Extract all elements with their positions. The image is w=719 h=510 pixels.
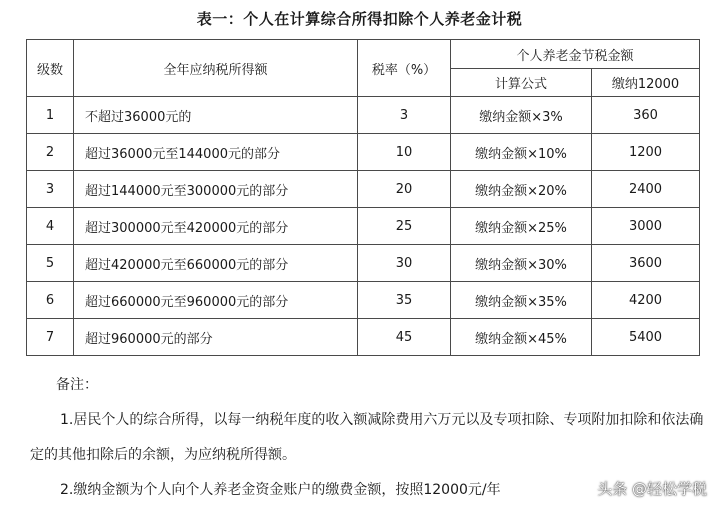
cell-saving: 360	[592, 97, 700, 134]
cell-level: 6	[27, 282, 74, 319]
cell-rate: 35	[358, 282, 451, 319]
cell-level: 4	[27, 208, 74, 245]
cell-level: 5	[27, 245, 74, 282]
cell-range: 超过36000元至144000元的部分	[74, 134, 358, 171]
cell-rate: 25	[358, 208, 451, 245]
cell-range: 不超过36000元的	[74, 97, 358, 134]
tax-table	[26, 39, 700, 356]
cell-saving: 3000	[592, 208, 700, 245]
header-savings-group: 个人养老金节税金额	[451, 40, 700, 69]
cell-range: 超过960000元的部分	[74, 319, 358, 356]
cell-saving: 2400	[592, 171, 700, 208]
cell-formula: 缴纳金额×20%	[451, 171, 592, 208]
cell-level: 1	[27, 97, 74, 134]
table-row	[27, 208, 700, 245]
cell-range: 超过660000元至960000元的部分	[74, 282, 358, 319]
cell-level: 2	[27, 134, 74, 171]
note-item: 1.居民个人的综合所得，以每一纳税年度的收入额减除费用六万元以及专项扣除、专项附加扣除和依法确定的其他扣除后的余额，为应纳税所得额。	[30, 412, 704, 463]
header-income: 全年应纳税所得额	[74, 40, 358, 97]
cell-level: 7	[27, 319, 74, 356]
cell-range: 超过300000元至420000元的部分	[74, 208, 358, 245]
notes-heading: 备注：	[56, 377, 98, 393]
cell-rate: 20	[358, 171, 451, 208]
note-item: 2.缴纳金额为个人向个人养老金资金账户的缴费金额，按照12000元/年	[60, 482, 501, 498]
table-row	[27, 319, 700, 356]
cell-formula: 缴纳金额×35%	[451, 282, 592, 319]
cell-saving: 3600	[592, 245, 700, 282]
header-row	[27, 40, 700, 69]
cell-range: 超过144000元至300000元的部分	[74, 171, 358, 208]
cell-formula: 缴纳金额×25%	[451, 208, 592, 245]
cell-saving: 4200	[592, 282, 700, 319]
cell-saving: 5400	[592, 319, 700, 356]
cell-formula: 缴纳金额×45%	[451, 319, 592, 356]
cell-formula: 缴纳金额×3%	[451, 97, 592, 134]
header-pay12000: 缴纳12000	[592, 69, 700, 97]
cell-range: 超过420000元至660000元的部分	[74, 245, 358, 282]
table-row	[27, 245, 700, 282]
cell-rate: 30	[358, 245, 451, 282]
cell-rate: 10	[358, 134, 451, 171]
header-formula: 计算公式	[451, 69, 592, 97]
cell-formula: 缴纳金额×30%	[451, 245, 592, 282]
header-rate: 税率（%）	[358, 40, 451, 97]
cell-rate: 45	[358, 319, 451, 356]
table-title: 表一：个人在计算综合所得扣除个人养老金计税	[196, 10, 523, 28]
table-row	[27, 171, 700, 208]
cell-saving: 1200	[592, 134, 700, 171]
cell-level: 3	[27, 171, 74, 208]
table-row	[27, 134, 700, 171]
table-row	[27, 282, 700, 319]
watermark: 头条 @轻松学税	[597, 480, 707, 498]
cell-rate: 3	[358, 97, 451, 134]
header-level: 级数	[27, 40, 74, 97]
cell-formula: 缴纳金额×10%	[451, 134, 592, 171]
table-row	[27, 97, 700, 134]
